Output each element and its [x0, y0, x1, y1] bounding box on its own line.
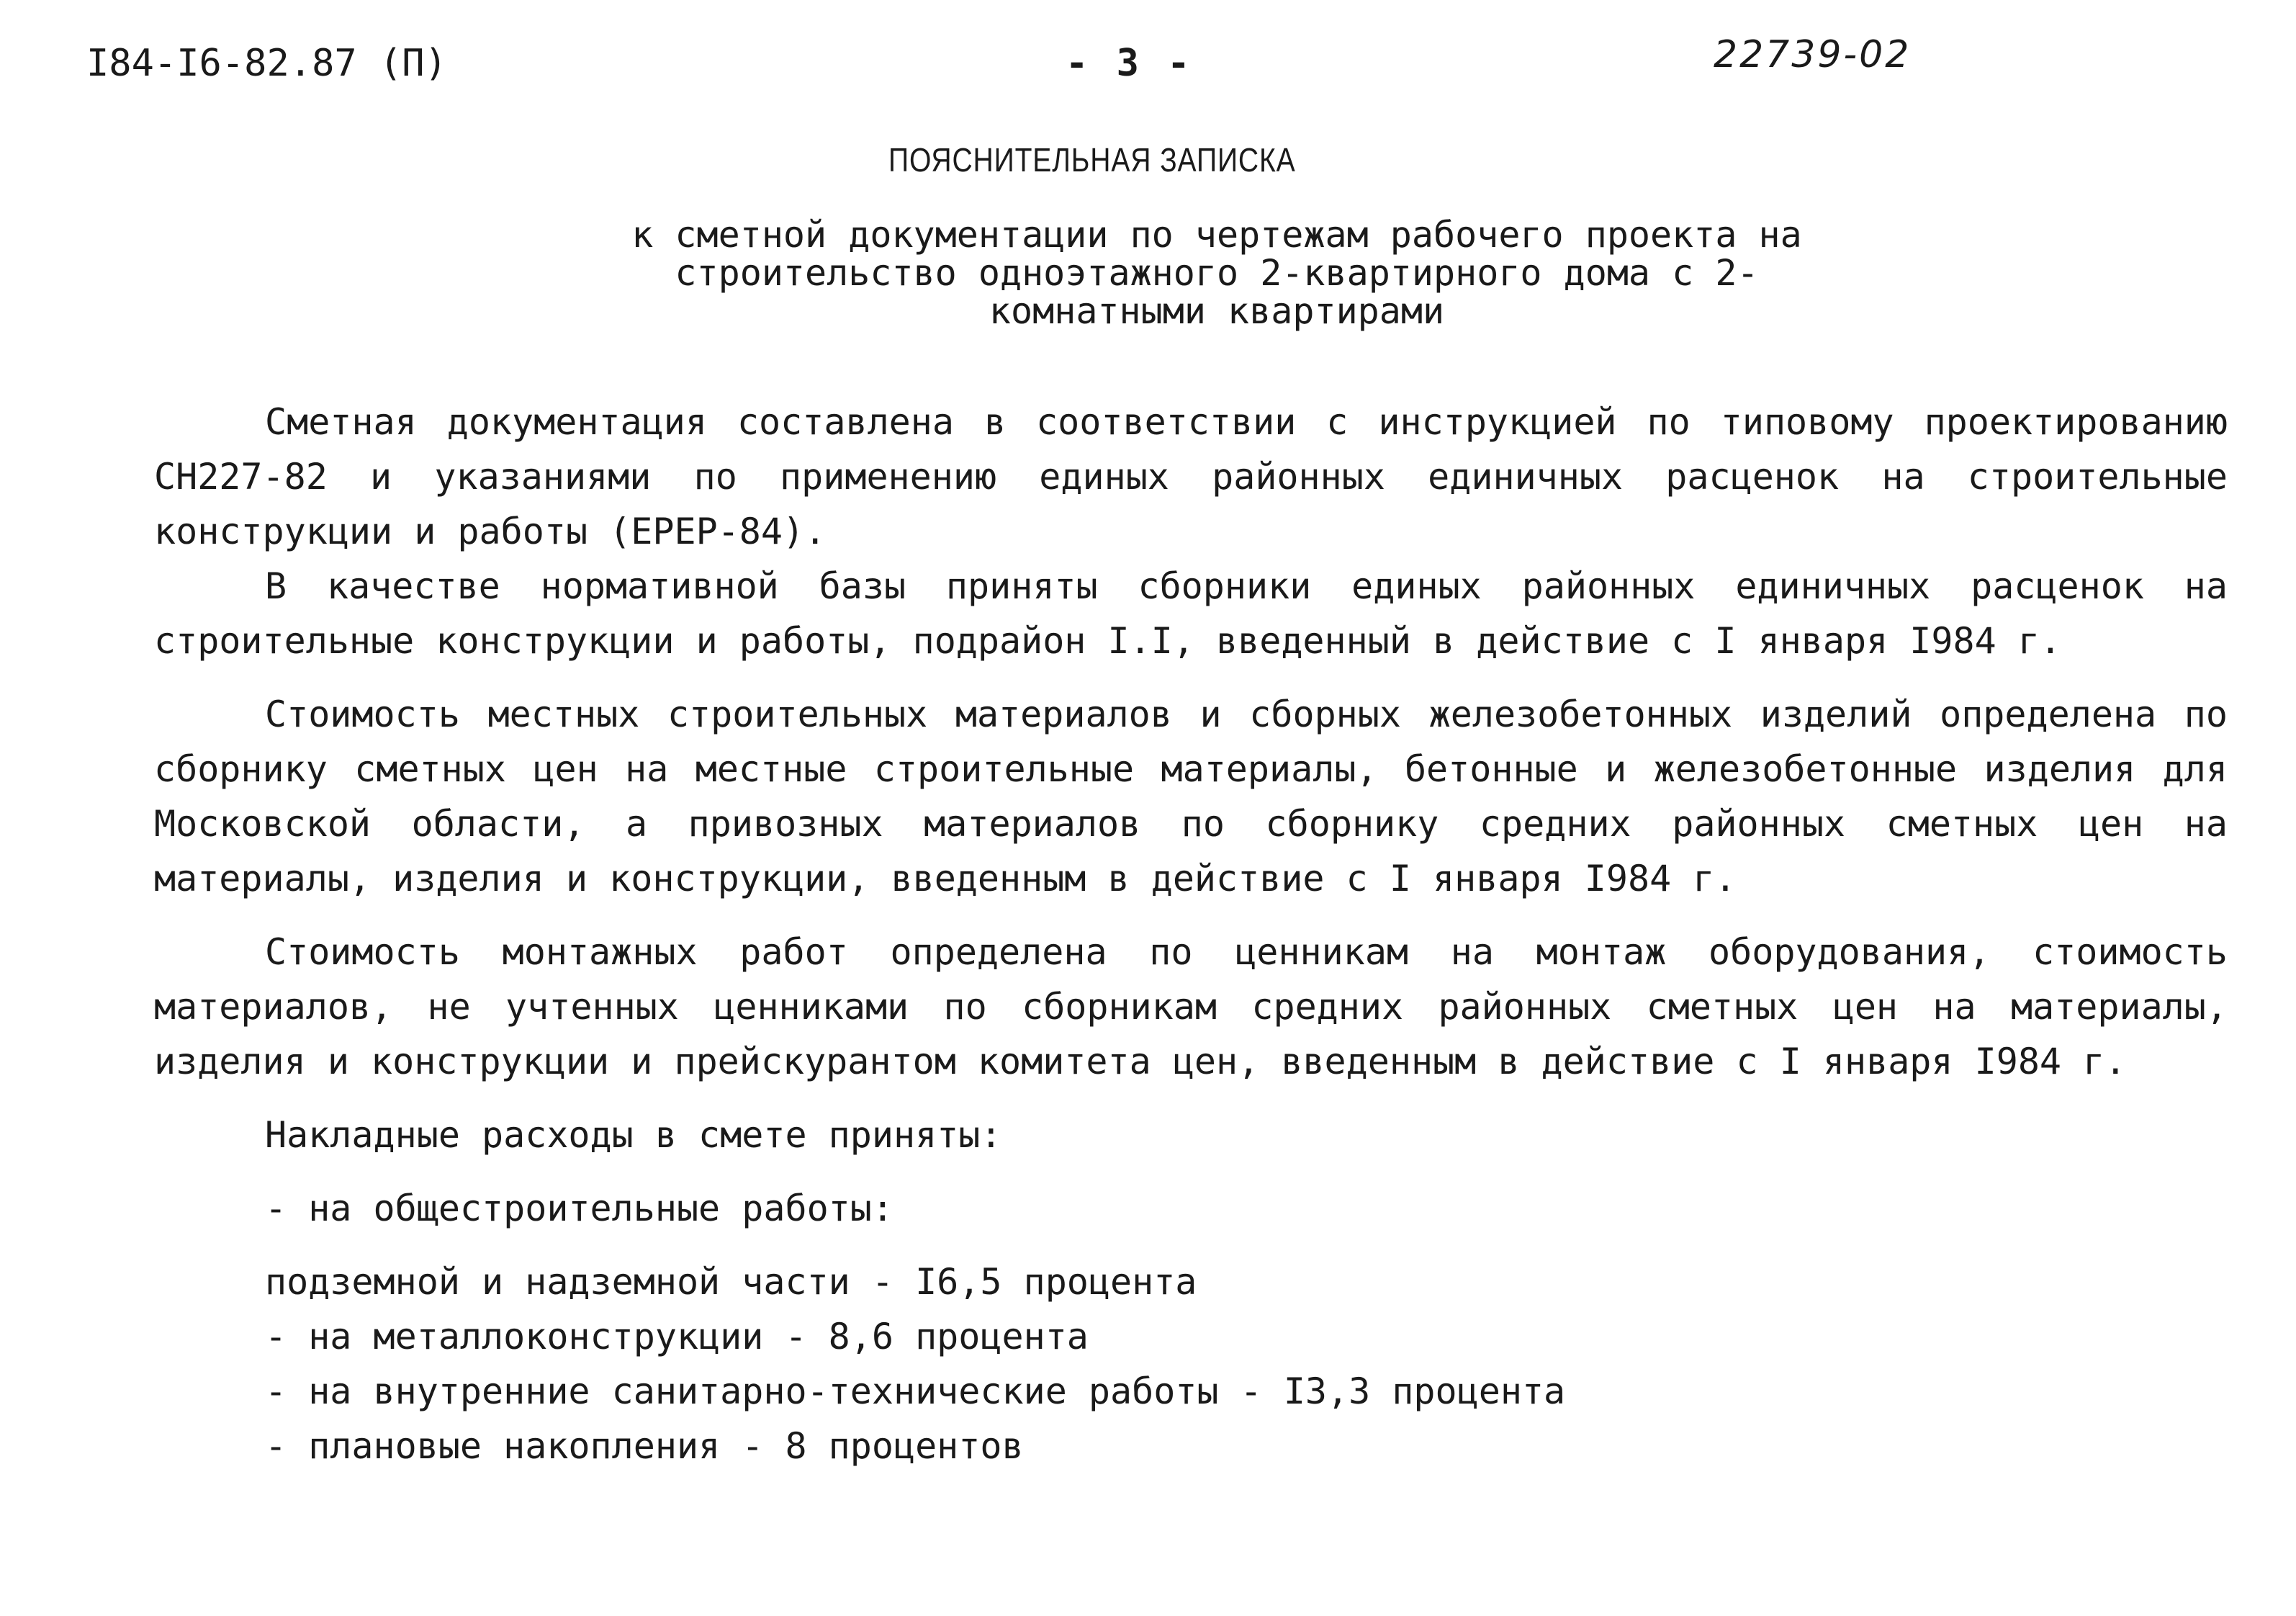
subtitle-line-1: к сметной документации по чертежам рабочего проекта на — [631, 214, 1802, 256]
overhead-general-work: - на общестроительные работы: — [265, 1188, 893, 1229]
overhead-underground: подземной и надземной части - I6,5 процента — [265, 1261, 1197, 1303]
paragraph-methodology: Сметная документация составлена в соответствии с инструкцией по типовому проектированию СН227-82 и указаниями по применению единых районных единичных расценок на строительные конструкции и работы (ЕРЕР-84). — [154, 401, 2228, 552]
paragraph-local-materials: Стоимость местных строительных материалов и сборных железобетонных изделий определена по сборнику сметных цен на местные строительные материалы, бетонные и железобетонные изделия для Московской области, а привозных материалов по сборнику средних районных сметных цен на материалы, изделия и конструкции, введенным в действие с I января I984 г. — [154, 693, 2228, 899]
paragraph-normative-base: В качестве нормативной базы приняты сборники единых районных единичных расценок на строительные конструкции и работы, подрайон I.I, введенный в действие с I января I984 г. — [154, 565, 2228, 662]
document-title: ПОЯСНИТЕЛЬНАЯ ЗАПИСКА — [888, 141, 1296, 179]
paragraph-installation-works: Стоимость монтажных работ определена по ценникам на монтаж оборудования, стоимость материалов, не учтенных ценниками по сборникам средних районных сметных цен на материалы, изделия и конструкции и прейскурантом комитета цен, введенным в действие с I января I984 г. — [154, 931, 2228, 1082]
document-subtitle — [504, 216, 1930, 331]
document-code: I84-I6-82.87 (П) — [86, 42, 447, 85]
handwritten-doc-id: 22739-02 — [1714, 33, 1912, 76]
overhead-section — [154, 1108, 2228, 1473]
overhead-planned: - плановые накопления - 8 процентов — [265, 1425, 1024, 1467]
page-number: - 3 - — [1066, 42, 1193, 85]
subtitle-line-2: строительство одноэтажного 2-квартирного дома с 2- — [675, 252, 1759, 294]
document-body — [154, 395, 2228, 1473]
overhead-sanitary: - на внутренние санитарно-технические работы - I3,3 процента — [265, 1370, 1566, 1412]
overhead-intro: Накладные расходы в смете приняты: — [265, 1114, 1002, 1156]
subtitle-line-3: комнатными квартирами — [989, 290, 1445, 332]
overhead-metal: - на металлоконструкции - 8,6 процента — [265, 1316, 1089, 1357]
